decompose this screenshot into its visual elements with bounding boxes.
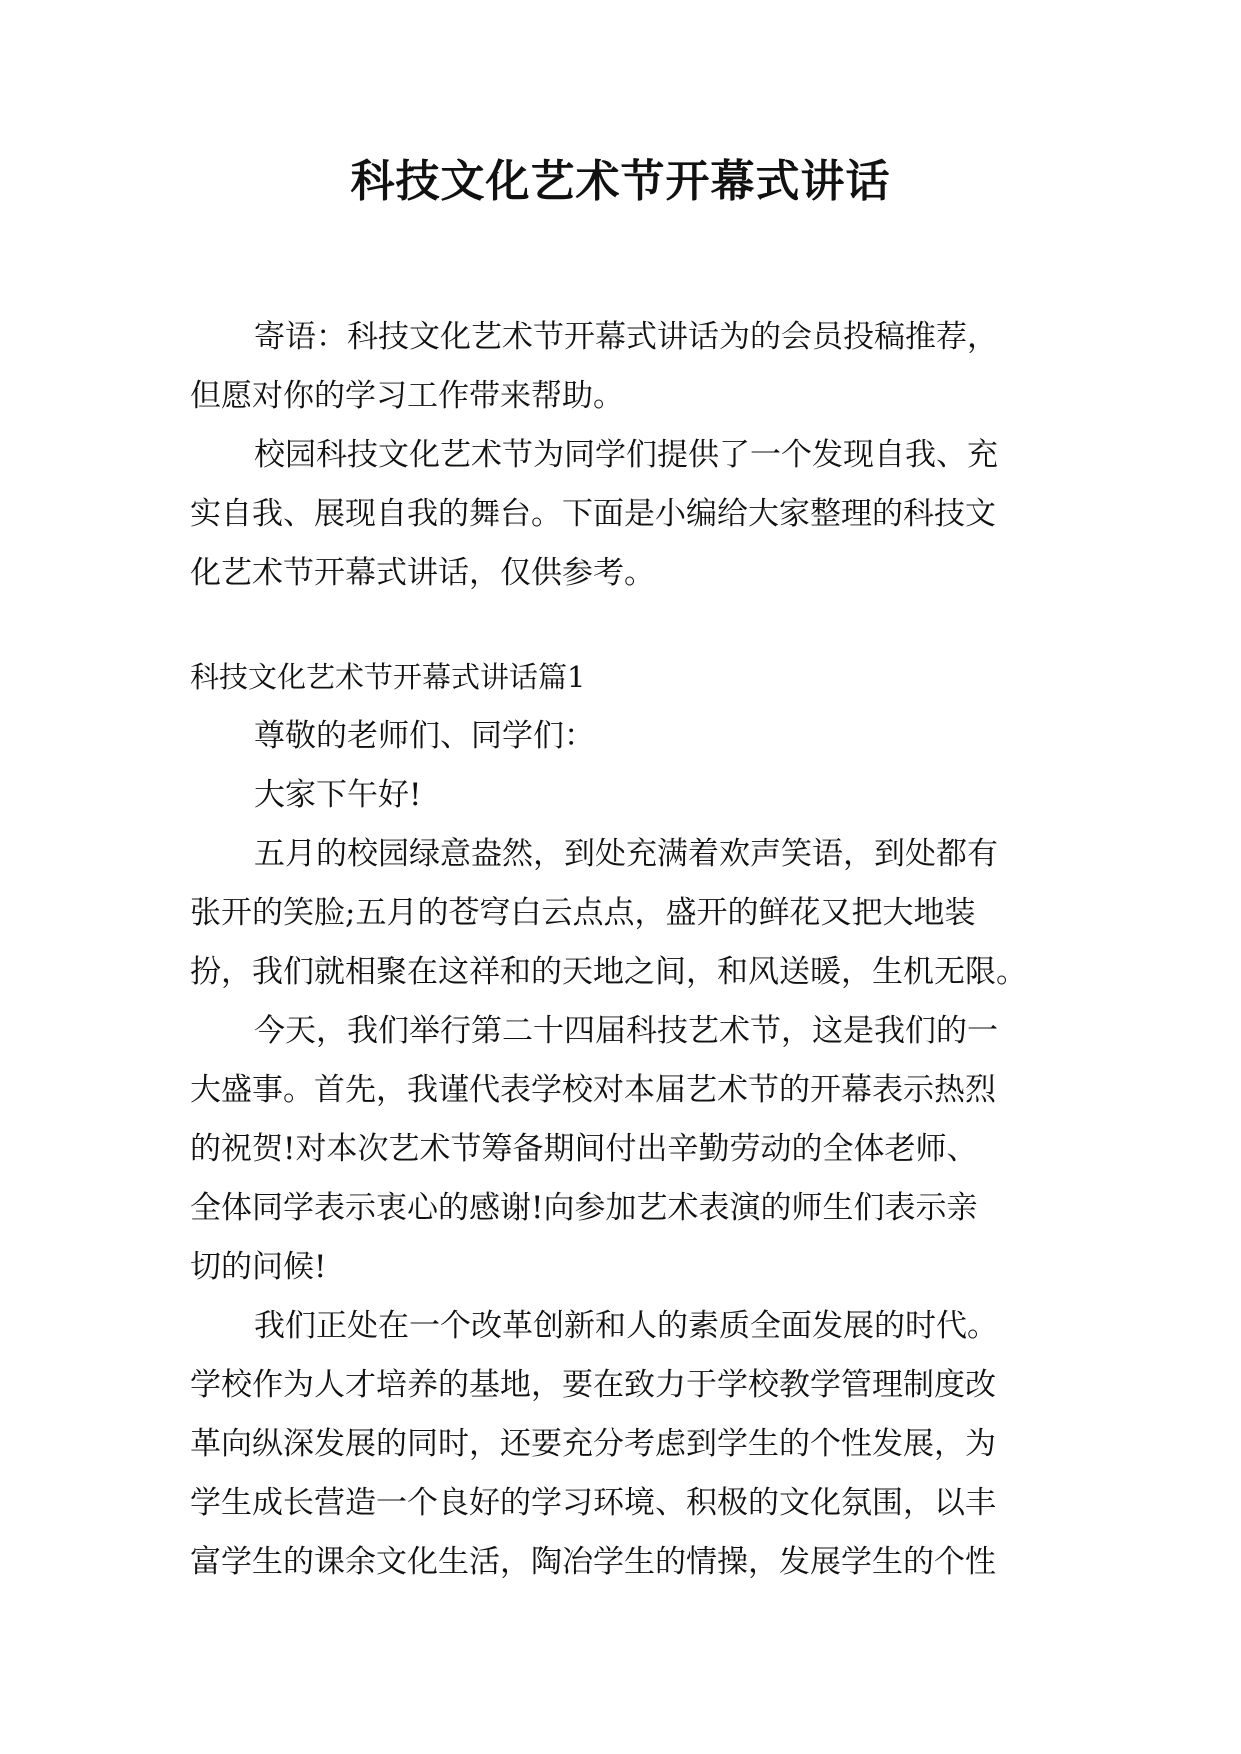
paragraph-line: 今天，我们举行第二十四届科技艺术节，这是我们的一 (254, 1013, 998, 1049)
paragraph-line: 学校作为人才培养的基地，要在致力于学校教学管理制度改 (190, 1367, 996, 1403)
paragraph-line: 切的问候! (190, 1249, 327, 1285)
paragraph-line: 校园科技文化艺术节为同学们提供了一个发现自我、充 (254, 437, 998, 473)
paragraph-line: 但愿对你的学习工作带来帮助。 (190, 378, 624, 414)
paragraph-line: 的祝贺!对本次艺术节筹备期间付出辛勤劳动的全体老师、 (190, 1131, 978, 1167)
paragraph-line: 学生成长营造一个良好的学习环境、积极的文化氛围，以丰 (190, 1485, 996, 1521)
paragraph-line: 五月的校园绿意盎然，到处充满着欢声笑语，到处都有 (254, 836, 998, 872)
paragraph-line: 尊敬的老师们、同学们： (254, 718, 595, 754)
paragraph-line: 我们正处在一个改革创新和人的素质全面发展的时代。 (254, 1308, 998, 1344)
paragraph-line: 全体同学表示衷心的感谢!向参加艺术表演的师生们表示亲 (190, 1190, 978, 1226)
paragraph-line: 张开的笑脸;五月的苍穹白云点点，盛开的鲜花又把大地装 (190, 895, 976, 931)
paragraph-line: 大盛事。首先，我谨代表学校对本届艺术节的开幕表示热烈 (190, 1072, 996, 1108)
paragraph-line: 扮，我们就相聚在这祥和的天地之间，和风送暖，生机无限。 (190, 954, 1027, 990)
paragraph-line: 大家下午好! (254, 777, 422, 813)
paragraph-line: 寄语：科技文化艺术节开幕式讲话为的会员投稿推荐， (254, 319, 998, 355)
document-body (190, 308, 1056, 1592)
document-title: 科技文化艺术节开幕式讲话 (350, 156, 891, 207)
paragraph-line: 富学生的课余文化生活，陶冶学生的情操，发展学生的个性 (190, 1544, 996, 1580)
paragraph-line: 革向纵深发展的同时，还要充分考虑到学生的个性发展，为 (190, 1426, 996, 1462)
paragraph-line: 化艺术节开幕式讲话，仅供参考。 (190, 555, 655, 591)
paragraph-line: 实自我、展现自我的舞台。下面是小编给大家整理的科技文 (190, 496, 996, 532)
section-heading: 科技文化艺术节开幕式讲话篇1 (190, 660, 586, 694)
section-gap (190, 603, 1056, 648)
